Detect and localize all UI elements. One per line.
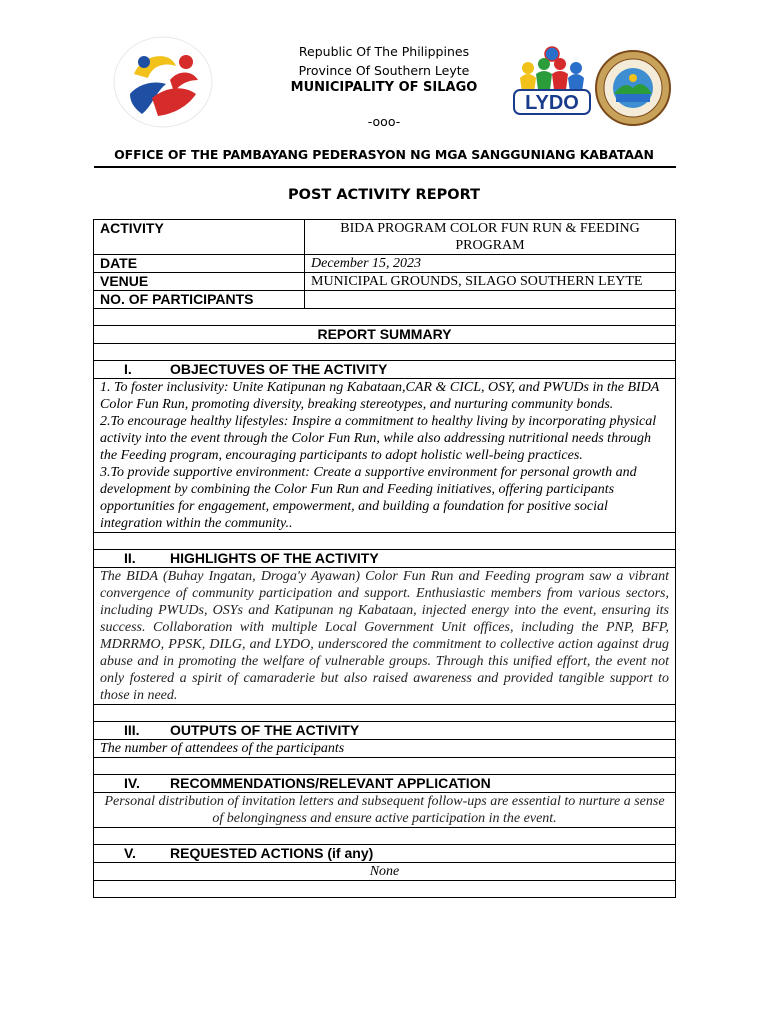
blank-row: [94, 533, 676, 550]
section-5-header: [94, 845, 676, 863]
report-table: [93, 219, 676, 898]
date-value: December 15, 2023: [305, 255, 676, 273]
section-3-body: [94, 740, 676, 758]
section-3-title: OUTPUTS OF THE ACTIVITY: [170, 722, 360, 738]
highlights-text: The BIDA (Buhay Ingatan, Droga'y Ayawan) Color Fun Run and Feeding program saw a vibrant convergence of community participation and support. Enthusiastic members from various sectors, including PWUDs, OSYs and Katipunan ng Kabataan, injected energy into the event, ensuring its success. Collaboration with multiple Local Government Unit offices, including the PNP, BFP, MDRRMO, PPSK, DILG, and LYDO, underscored the commitment to collective action against drug abuse and in promoting the welfare of vulnerable groups. Through this unified effort, the event not only fostered a spirit of camaraderie but also raised awareness and provided tangible support to those in need.: [94, 568, 676, 705]
outputs-text: The number of attendees of the participants: [94, 740, 676, 758]
header-province: Province Of Southern Leyte: [298, 63, 470, 78]
section-3-header: [94, 722, 676, 740]
blank-row: [94, 881, 676, 898]
section-4-body: [94, 793, 676, 828]
blank-row: [94, 344, 676, 361]
summary-row: [94, 326, 676, 344]
objective-3: 3.To provide supportive environment: Create a supportive environment for personal growth and development by combining the Color Fun Run and Feeding initiatives, offering participants opportunities for engagement, empowerment, and building a foundation for positive social integration within the community..: [100, 465, 637, 531]
section-1-header: [94, 361, 676, 379]
blank-row: [94, 828, 676, 845]
section-3-number: III.: [124, 722, 140, 738]
participants-value: [305, 291, 676, 309]
section-4-number: IV.: [124, 775, 140, 791]
blank-row: [94, 309, 676, 326]
objective-1: 1. To foster inclusivity: Unite Katipunan ng Kabataan,CAR & CICL, OSY, and PWUDs in the BIDA Color Fun Run, promoting diversity, breaking stereotypes, and nurturing community bonds.: [100, 380, 660, 412]
activity-row: [94, 220, 676, 255]
municipal-seal: [594, 48, 672, 128]
page-title: POST ACTIVITY REPORT: [288, 187, 480, 203]
requested-actions-text: None: [94, 863, 676, 881]
header-divider: [94, 166, 676, 168]
section-4-title: RECOMMENDATIONS/RELEVANT APPLICATION: [170, 775, 491, 791]
section-2-number: II.: [124, 550, 136, 566]
lydo-logo: [510, 44, 594, 128]
header-separator: -ooo-: [367, 114, 401, 129]
section-2-header: [94, 550, 676, 568]
objective-2: 2.To encourage healthy lifestyles: Inspire a commitment to healthy living by incorporating physical activity into the event through the Color Fun Run, while also addressing nutritional needs through the Feeding program, encouraging participants to adopt holistic well-being practices.: [100, 414, 657, 463]
section-4-header: [94, 775, 676, 793]
section-2-title: HIGHLIGHTS OF THE ACTIVITY: [170, 550, 379, 566]
venue-value: MUNICIPAL GROUNDS, SILAGO SOUTHERN LEYTE: [305, 273, 676, 291]
venue-row: [94, 273, 676, 291]
section-5-title: REQUESTED ACTIONS (if any): [170, 845, 374, 861]
svg-text:LYDO: LYDO: [525, 92, 579, 114]
header-municipality: MUNICIPALITY OF SILAGO: [290, 80, 478, 95]
blank-row: [94, 705, 676, 722]
office-title: OFFICE OF THE PAMBAYANG PEDERASYON NG MGA SANGGUNIANG KABATAAN: [114, 147, 654, 162]
section-1-body: [94, 379, 676, 533]
section-2-body: [94, 568, 676, 705]
venue-label: VENUE: [94, 273, 305, 291]
blank-row: [94, 758, 676, 775]
report-summary-title: REPORT SUMMARY: [94, 326, 676, 344]
participants-label: NO. OF PARTICIPANTS: [94, 291, 305, 309]
participants-row: [94, 291, 676, 309]
recommendations-text: Personal distribution of invitation letters and subsequent follow-ups are essential to nurture a sense of belongingness and ensure active participation in the event.: [94, 793, 676, 828]
activity-value: BIDA PROGRAM COLOR FUN RUN & FEEDING PROGRAM: [305, 220, 676, 255]
section-5-number: V.: [124, 845, 136, 861]
section-5-body: [94, 863, 676, 881]
section-1-number: I.: [124, 361, 132, 377]
date-row: [94, 255, 676, 273]
date-label: DATE: [94, 255, 305, 273]
section-1-title: OBJECTUVES OF THE ACTIVITY: [170, 361, 388, 377]
header-republic: Republic Of The Philippines: [298, 44, 470, 59]
activity-label: ACTIVITY: [94, 220, 305, 255]
